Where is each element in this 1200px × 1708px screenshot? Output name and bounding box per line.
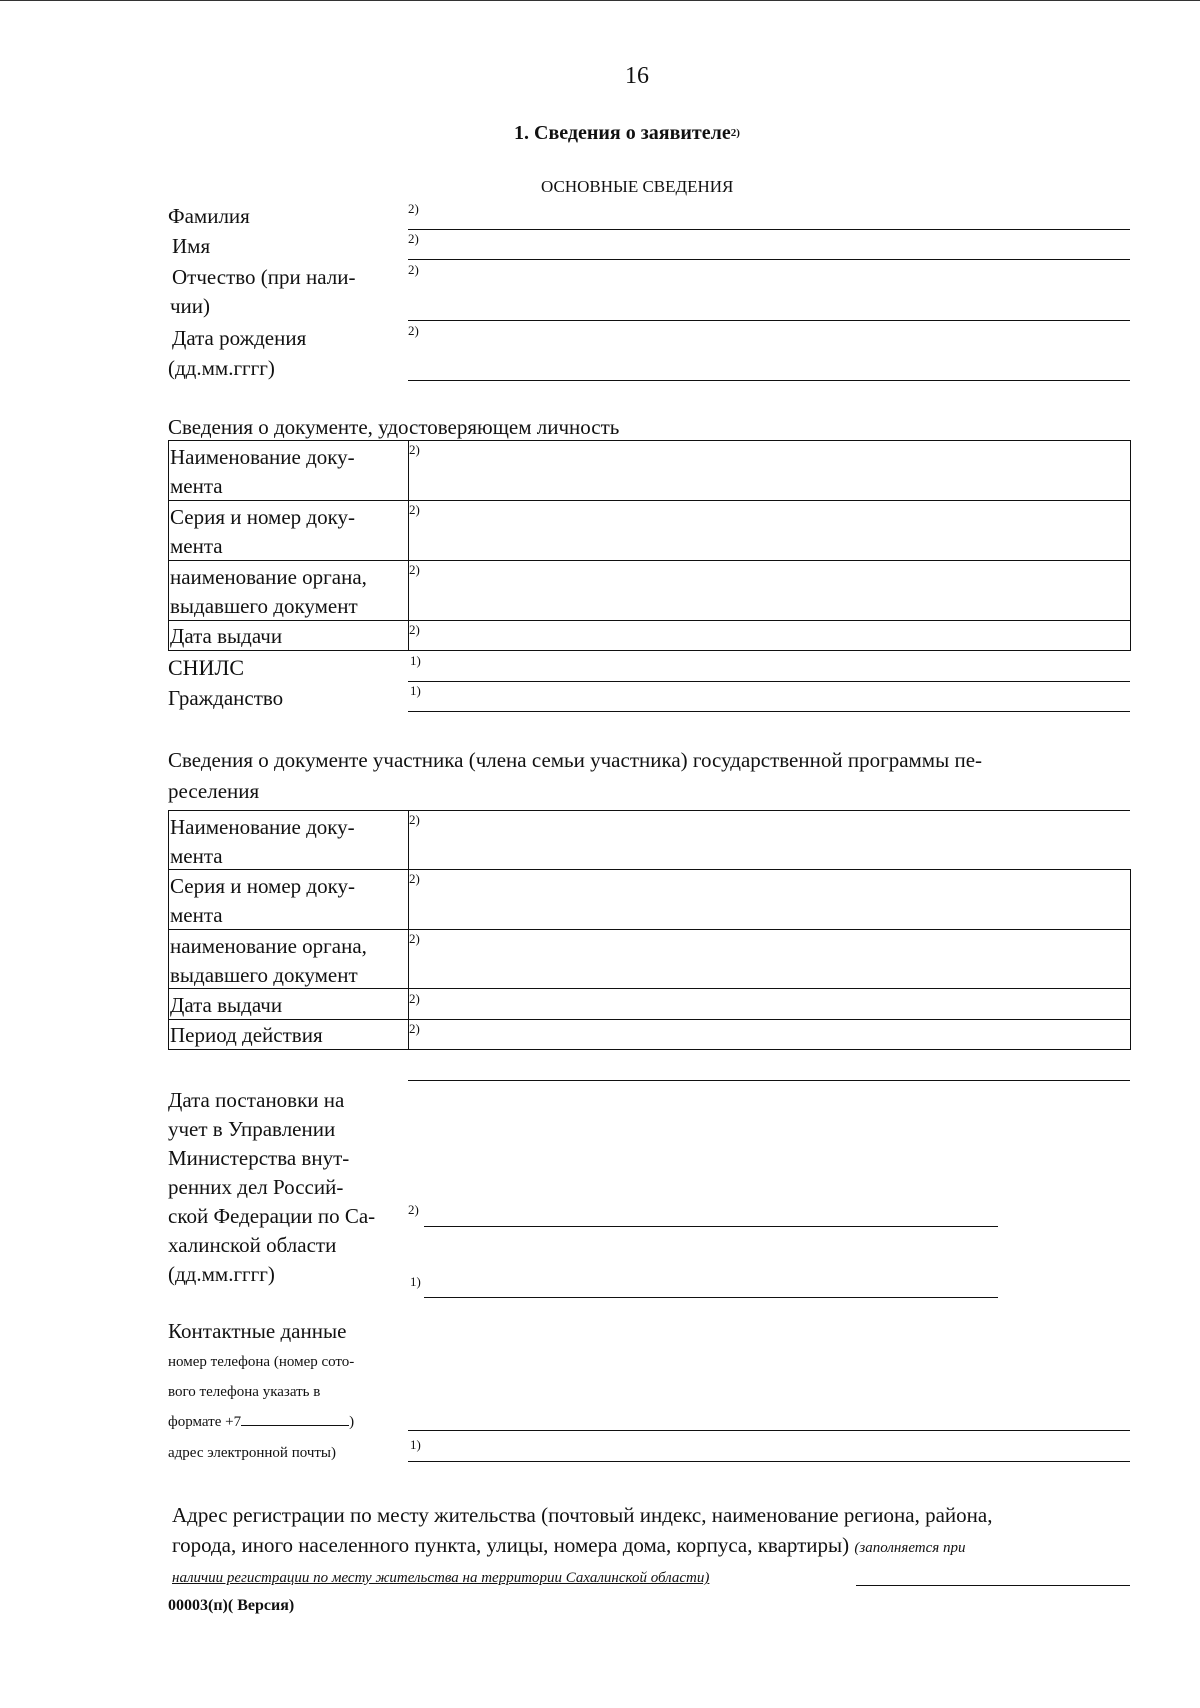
prog-doc-series-label-1: Серия и номер доку- (170, 874, 356, 898)
prog-doc-period-mark: 2) (409, 1021, 420, 1036)
citizenship-field[interactable] (408, 711, 1130, 712)
registration-date-label-1: Дата постановки на (168, 1088, 345, 1112)
id-doc-issue-date-label: Дата выдачи (170, 624, 283, 648)
registration-date-label-7: (дд.мм.гггг) (168, 1262, 275, 1286)
contacts-phone-suffix: ) (349, 1414, 355, 1430)
section-title (514, 119, 740, 148)
patronymic-label-1: Отчество (при нали- (172, 265, 356, 289)
program-document-row-divider (168, 929, 1131, 930)
phone-field[interactable] (408, 1430, 1130, 1431)
subtitle: ОСНОВНЫЕ СВЕДЕНИЯ (541, 177, 734, 196)
name-mark: 2) (408, 231, 419, 246)
registration-date-label-2: учет в Управлении (168, 1117, 336, 1141)
surname-field[interactable] (408, 229, 1130, 230)
prog-doc-issue-date-mark: 2) (409, 991, 420, 1006)
id-document-row-divider (168, 500, 1131, 501)
birth-date-label-2: (дд.мм.гггг) (168, 356, 275, 380)
birth-date-label-1: Дата рождения (172, 326, 307, 350)
snils-field[interactable] (408, 681, 1130, 682)
surname-mark: 2) (408, 201, 419, 216)
program-document-row-divider (168, 869, 1131, 870)
prog-doc-name-cell[interactable] (412, 830, 1127, 866)
extra-blank-line[interactable] (408, 1080, 1130, 1081)
phone-format-blank (241, 1409, 349, 1426)
id-doc-name-mark: 2) (409, 442, 420, 457)
prog-doc-issuer-label-1: наименование органа, (170, 934, 367, 958)
prog-doc-period-cell[interactable] (412, 1022, 1127, 1046)
snils-mark: 1) (410, 653, 421, 668)
registration-date-mark-a: 2) (408, 1202, 419, 1217)
patronymic-mark: 2) (408, 262, 419, 277)
id-doc-series-label-1: Серия и номер доку- (170, 505, 356, 529)
top-scan-edge (0, 0, 1200, 1)
prog-doc-series-label-2: мента (170, 903, 223, 927)
address-field[interactable] (856, 1585, 1130, 1586)
registration-date-label-6: халинской области (168, 1233, 337, 1257)
address-note-a: (заполняется при (854, 1540, 966, 1556)
id-doc-issue-date-cell[interactable] (412, 624, 1127, 648)
id-document-row-divider (168, 560, 1131, 561)
birth-date-field[interactable] (408, 380, 1130, 381)
registration-date-label-3: Министерства внут- (168, 1146, 350, 1170)
id-doc-issue-date-mark: 2) (409, 622, 420, 637)
birth-date-mark: 2) (408, 323, 419, 338)
prog-doc-issue-date-label: Дата выдачи (170, 993, 283, 1017)
id-doc-issuer-label-2: выдавшего документ (170, 594, 358, 618)
prog-doc-issue-date-cell[interactable] (412, 992, 1127, 1016)
prog-doc-series-cell[interactable] (412, 889, 1127, 925)
address-heading-2 (172, 1531, 966, 1563)
id-doc-series-mark: 2) (409, 502, 420, 517)
patronymic-field[interactable] (408, 320, 1130, 321)
email-field[interactable] (408, 1461, 1130, 1462)
registration-date-field-b[interactable] (424, 1297, 998, 1298)
program-document-table-right (1130, 869, 1131, 1050)
prog-doc-series-mark: 2) (409, 871, 420, 886)
citizenship-label: Гражданство (168, 686, 284, 710)
address-heading-2-text: города, иного населенного пункта, улицы, номера дома, корпуса, квартиры) (172, 1533, 850, 1557)
section-title-superscript: 2) (730, 127, 740, 139)
citizenship-mark: 1) (410, 683, 421, 698)
contacts-phone-prefix: формате +7 (168, 1414, 242, 1430)
contacts-phone-label-1: номер телефона (номер сото- (168, 1354, 355, 1370)
program-document-row-divider (168, 1019, 1131, 1020)
id-doc-name-cell[interactable] (412, 460, 1127, 496)
program-document-table-left (168, 810, 169, 1050)
program-document-column-divider (408, 810, 409, 1050)
address-note-b: наличии регистрации по месту жительства на территории Сахалинской области) (172, 1570, 710, 1586)
id-document-heading: Сведения о документе, удостоверяющем личность (168, 415, 620, 439)
id-doc-issuer-cell[interactable] (412, 580, 1127, 616)
prog-doc-issuer-cell[interactable] (412, 949, 1127, 985)
page-number: 16 (625, 63, 649, 89)
contacts-heading: Контактные данные (168, 1319, 347, 1343)
program-document-heading-2: реселения (168, 779, 260, 803)
program-document-heading-rule (168, 810, 1130, 811)
program-document-heading-1: Сведения о документе участника (члена семьи участника) государственной программы пе- (168, 748, 983, 772)
id-doc-name-label-2: мента (170, 474, 223, 498)
surname-label: Фамилия (168, 204, 250, 228)
section-title-text: 1. Сведения о заявителе (514, 122, 731, 144)
prog-doc-issuer-label-2: выдавшего документ (170, 963, 358, 987)
id-doc-issuer-label-1: наименование органа, (170, 565, 367, 589)
id-doc-series-label-2: мента (170, 534, 223, 558)
registration-date-label-4: ренних дел Россий- (168, 1175, 344, 1199)
prog-doc-issuer-mark: 2) (409, 931, 420, 946)
registration-date-mark-b: 1) (410, 1274, 421, 1289)
patronymic-label-2: чии) (170, 294, 211, 318)
email-mark: 1) (410, 1437, 421, 1452)
prog-doc-name-mark: 2) (409, 812, 420, 827)
snils-label: СНИЛС (168, 655, 245, 680)
registration-date-label-5: ской Федерации по Са- (168, 1204, 376, 1228)
contacts-phone-label-2: вого телефона указать в (168, 1384, 321, 1400)
prog-doc-name-label-2: мента (170, 844, 223, 868)
address-heading-1: Адрес регистрации по месту жительства (почтовый индекс, наименование региона, района, (172, 1503, 993, 1527)
name-field[interactable] (408, 259, 1130, 260)
registration-date-field-a[interactable] (424, 1226, 998, 1227)
prog-doc-name-label-1: Наименование доку- (170, 815, 355, 839)
contacts-email-label: адрес электронной почты) (168, 1445, 337, 1461)
footer-code: 00003(п)( Версия) (168, 1597, 295, 1614)
prog-doc-period-label: Период действия (170, 1023, 323, 1047)
contacts-phone-label-3 (168, 1407, 354, 1437)
id-doc-name-label-1: Наименование доку- (170, 445, 355, 469)
id-doc-series-cell[interactable] (412, 520, 1127, 556)
name-label: Имя (172, 234, 211, 258)
id-doc-issuer-mark: 2) (409, 562, 420, 577)
